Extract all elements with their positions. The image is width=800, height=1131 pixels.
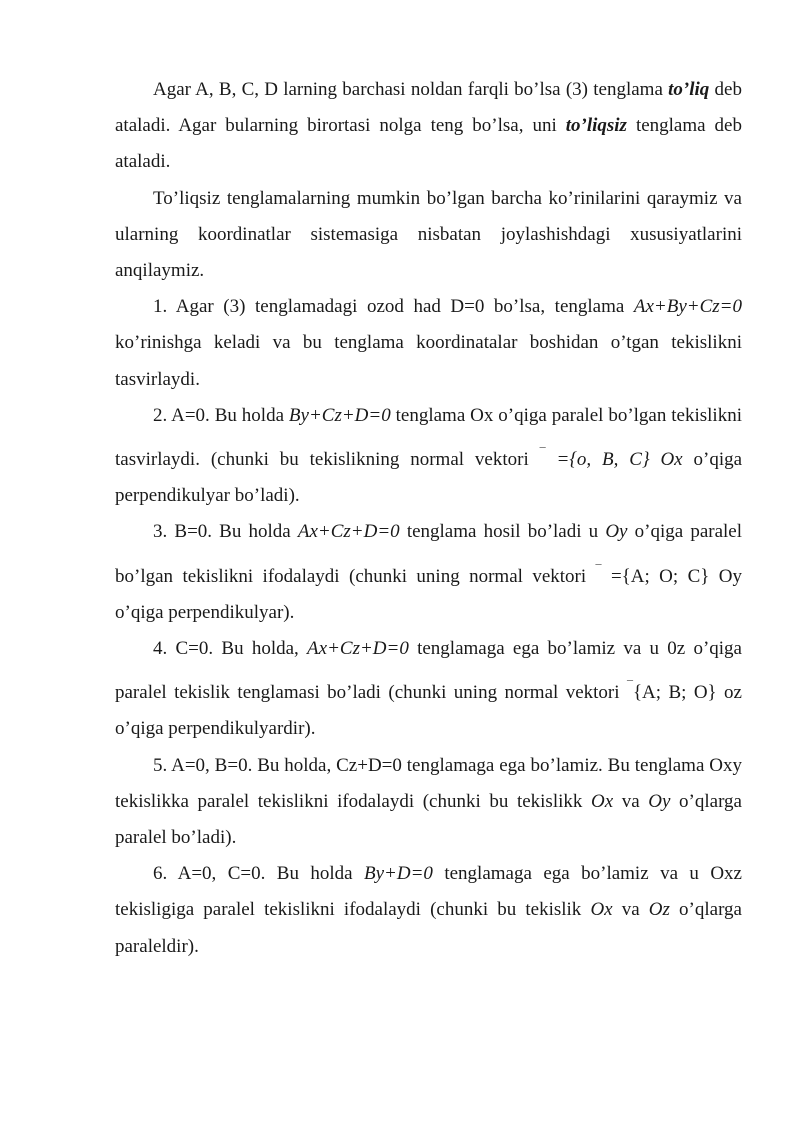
italic-formula-text: By+Cz+D=0 (288, 404, 391, 426)
emphasized-term: to’liq (668, 79, 710, 100)
italic-formula-text: ={o, B, C} (556, 449, 650, 471)
body-text (546, 449, 557, 470)
vector-overbar-mark: ¯ (539, 445, 546, 460)
body-text: ={A; O; C} Oy o’qiga perpendikulyar). (115, 565, 742, 623)
body-text: 3. B=0. Bu holda (153, 521, 298, 543)
body-text: tenglama deb ataladi. (115, 115, 742, 173)
italic-formula-text: Oz (648, 899, 670, 921)
paragraph-case-2-a-zero (115, 398, 742, 515)
paragraph-complete-equation-definition (115, 72, 742, 181)
body-text: tenglama hosil bo’ladi u (399, 521, 606, 543)
body-text: o’qiga paralel bo’lgan tekislikni ifodalaydi (chunki uning normal vektori (115, 521, 743, 587)
paragraph-case-1-d-zero (115, 289, 742, 398)
body-text: Agar A, B, C, D larning barchasi noldan farqli bo’lsa (3) tenglama (153, 79, 669, 100)
italic-formula-text: Oy (605, 521, 628, 543)
body-text: o’qlarga paraleldir). (115, 899, 742, 957)
body-text: o’qiga perpendikulyar bo’ladi). (115, 449, 743, 507)
body-text: o’qlarga paralel bo’ladi). (115, 790, 742, 849)
body-text: va (613, 790, 649, 812)
italic-formula-text: Ax+Cz+D=0 (297, 521, 400, 543)
italic-formula-text: Ox (590, 899, 613, 921)
body-text: va (612, 899, 649, 921)
body-text: tenglamaga ega bo’lamiz va u Oxz tekisligiga paralel tekislikni ifodalaydi (chunki bu tekislik (115, 863, 742, 921)
emphasized-term: to’liqsiz (565, 115, 627, 137)
body-text: 2. A=0. Bu holda (153, 404, 289, 426)
vector-overbar-mark: ¯ (626, 678, 633, 693)
italic-formula-text: Ax+By+Cz=0 (633, 296, 742, 318)
body-text: tenglamaga ega bo’lamiz va u 0z o’qiga paralel tekislik tenglamasi bo’ladi (chunki uning normal vektori (115, 638, 742, 704)
body-text: To’liqsiz tenglamalarning mumkin bo’lgan barcha ko’rinilarini qaraymiz va ularning koordinatlar sistemasiga nisbatan joylashishdagi xususiyatlarini anqilaymiz. (115, 187, 742, 282)
body-text: deb ataladi. Agar bularning birortasi nolga teng bo’lsa, uni (115, 79, 742, 137)
italic-formula-text: By+D=0 (364, 863, 433, 885)
vector-overbar-mark: ¯ (595, 561, 602, 576)
body-text (650, 449, 661, 470)
paragraph-case-6-a-c-zero (115, 856, 742, 965)
body-text: 1. Agar (3) tenglamadagi ozod had D=0 bo’lsa, tenglama (153, 296, 634, 318)
italic-formula-text: Ax+Cz+D=0 (307, 638, 409, 660)
body-text: 5. A=0, B=0. Bu holda, Cz+D=0 tenglamaga ega bo’lamiz. Bu tenglama Oxy tekislikka paralel tekislikni ifodalaydi (chunki bu tekislikk (115, 754, 742, 812)
paragraph-case-3-b-zero (115, 514, 742, 631)
body-text: tenglama Ox o’qiga paralel bo’lgan tekislikni tasvirlaydi. (chunki bu tekislikning normal vektori (115, 404, 742, 471)
paragraph-incomplete-equations-intro (115, 181, 742, 290)
body-text: 6. A=0, C=0. Bu holda (153, 863, 365, 885)
italic-formula-text: Ox (590, 790, 614, 812)
body-text: 4. C=0. Bu holda, (153, 638, 308, 660)
italic-formula-text: Ox (660, 449, 683, 471)
paragraph-case-4-c-zero (115, 631, 742, 748)
body-text: ko’rinishga keladi va bu tenglama koordinatalar boshidan o’tgan tekislikni tasvirlaydi. (115, 332, 742, 390)
italic-formula-text: Oy (648, 790, 671, 812)
document-page (115, 72, 742, 965)
paragraph-case-5-a-b-zero (115, 748, 742, 857)
body-text: {A; B; O} oz o’qiga perpendikulyardir). (115, 682, 742, 740)
